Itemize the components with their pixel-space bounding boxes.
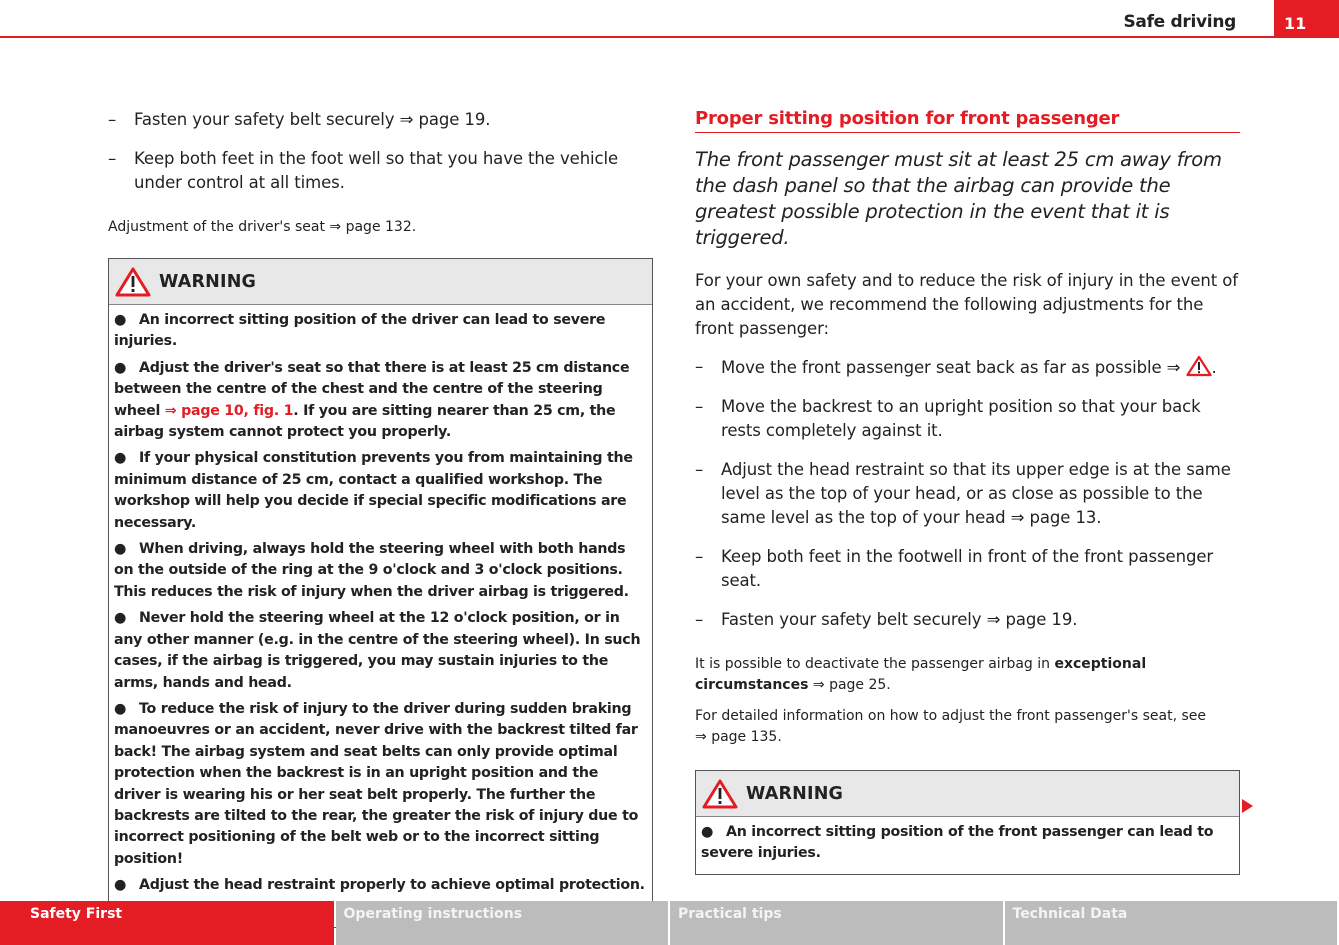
warning-header bbox=[109, 259, 652, 305]
cross-reference-note: Adjustment of the driver's seat ⇒ page 132. bbox=[108, 219, 417, 235]
dash-marker: – bbox=[695, 397, 704, 416]
chapter-tab-technical-data[interactable]: Technical Data bbox=[1005, 901, 1337, 945]
dash-marker: – bbox=[695, 460, 704, 479]
cross-reference-arrow: ⇒ bbox=[1010, 508, 1025, 527]
warning-item: ● Never hold the steering wheel at the 12 o'clock position, or in any other manner (e.g. in the centre of the steering wheel). In such cases, if the airbag is triggered, you may sustain injuries to the arms, hands and head. bbox=[114, 610, 641, 691]
dash-marker: – bbox=[695, 547, 704, 566]
dash-marker: – bbox=[695, 357, 704, 376]
instruction-item: – Fasten your safety belt securely ⇒ page 19. bbox=[108, 108, 653, 132]
warning-box-driver bbox=[108, 258, 653, 928]
warning-body bbox=[696, 817, 1239, 874]
figure-reference-link[interactable]: page 10, fig. 1 bbox=[181, 402, 294, 419]
page-reference-link[interactable]: page 135. bbox=[711, 729, 782, 745]
header-rule bbox=[0, 36, 1339, 38]
left-column bbox=[108, 108, 653, 928]
page-reference-link[interactable]: page 13. bbox=[1029, 508, 1102, 527]
running-header-title: Safe driving bbox=[1123, 12, 1236, 32]
seat-adjustment-note: For detailed information on how to adjust the front passenger's seat, see ⇒ page 135. bbox=[695, 708, 1207, 745]
warning-triangle-icon[interactable] bbox=[1186, 355, 1212, 377]
warning-item: ● To reduce the risk of injury to the driver during sudden braking manoeuvres or an accident, never drive with the backrest tilted far back! The airbag system and seat belts can only provide optimal protection when the backrest is in an upright position and the driver is wearing his or her seat belt properly. The further the backrests are tilted to the rear, the greater the risk of injury due to incorrect positioning of the belt web or to the incorrect sitting position! bbox=[114, 700, 639, 867]
instruction-item: – Fasten your safety belt securely ⇒ page 19. bbox=[695, 608, 1240, 632]
continued-next-page-arrow-icon bbox=[1242, 799, 1253, 813]
warning-item: ● An incorrect sitting position of the driver can lead to severe injuries. bbox=[114, 312, 606, 350]
intro-paragraph: For your own safety and to reduce the risk of injury in the event of an accident, we recommend the following adjustments for the front passenger: bbox=[695, 271, 1238, 338]
page-number: 11 bbox=[1274, 0, 1339, 38]
cross-reference-arrow: ⇒ bbox=[1166, 358, 1181, 377]
instruction-item: – Keep both feet in the footwell in front of the front passenger seat. bbox=[695, 547, 1214, 590]
page-reference-link[interactable]: page 25. bbox=[829, 677, 891, 693]
chapter-tab-operating-instructions[interactable]: Operating instructions bbox=[336, 901, 668, 945]
warning-label: WARNING bbox=[159, 271, 257, 292]
cross-reference-arrow: ⇒ bbox=[695, 729, 707, 745]
warning-triangle-icon bbox=[115, 267, 151, 297]
warning-item: ● An incorrect sitting position of the front passenger can lead to severe injuries. bbox=[701, 824, 1214, 862]
airbag-deactivation-note: It is possible to deactivate the passenger airbag in exceptional circumstances ⇒ page 25. bbox=[695, 656, 1147, 693]
instruction-item: – Keep both feet in the foot well so that you have the vehicle under control at all times. bbox=[108, 149, 619, 192]
instruction-item: – Move the front passenger seat back as far as possible ⇒ . bbox=[695, 357, 1217, 377]
section-lead: The front passenger must sit at least 25 cm away from the dash panel so that the airbag can provide the greatest possible protection in the event that it is triggered. bbox=[695, 148, 1222, 249]
page-reference-link[interactable]: page 132. bbox=[345, 219, 417, 235]
dash-marker: – bbox=[108, 110, 117, 129]
chapter-tab-practical-tips[interactable]: Practical tips bbox=[670, 901, 1002, 945]
cross-reference-arrow: ⇒ bbox=[399, 110, 414, 129]
section-heading: Proper sitting position for front passenger bbox=[695, 108, 1240, 133]
warning-body bbox=[109, 305, 652, 927]
warning-item: ● Adjust the driver's seat so that there is at least 25 cm distance between the centre of the chest and the centre of the steering wheel ⇒ page 10, fig. 1. If you are sitting nearer than 25 cm, the airbag system cannot protect you properly. bbox=[114, 359, 630, 441]
chapter-tab-safety-first[interactable]: Safety First bbox=[0, 901, 334, 945]
warning-item: ● Adjust the head restraint properly to achieve optimal protection. bbox=[114, 875, 646, 918]
dash-marker: – bbox=[108, 149, 117, 168]
cross-reference-arrow: ⇒ bbox=[329, 219, 342, 235]
warning-triangle-icon bbox=[702, 779, 738, 809]
warning-item: ● When driving, always hold the steering wheel with both hands on the outside of the ring at the 9 o'clock and 3 o'clock positions. This reduces the risk of injury when the driver airbag is triggered. bbox=[114, 541, 629, 600]
page-reference-link[interactable]: page 19. bbox=[1005, 610, 1078, 629]
instruction-item: – Adjust the head restraint so that its upper edge is at the same level as the top of your head, or as close as possible to the same level as the top of your head ⇒ page 13. bbox=[695, 460, 1231, 527]
warning-header bbox=[696, 771, 1239, 817]
warning-box-passenger bbox=[695, 770, 1240, 875]
instruction-item: – Move the backrest to an upright position so that your back rests completely against it. bbox=[695, 397, 1201, 440]
footer-chapter-nav bbox=[0, 901, 1339, 945]
cross-reference-arrow: ⇒ bbox=[986, 610, 1001, 629]
dash-marker: – bbox=[695, 610, 704, 629]
cross-reference-arrow: ⇒ bbox=[812, 677, 825, 693]
warning-label: WARNING bbox=[746, 783, 844, 804]
right-column bbox=[695, 108, 1240, 875]
page-reference-link[interactable]: page 19. bbox=[418, 110, 491, 129]
warning-item: ● If your physical constitution prevents you from maintaining the minimum distance of 25 cm, contact a qualified workshop. The workshop will help you decide if special specific modifications are necessary. bbox=[114, 450, 633, 531]
